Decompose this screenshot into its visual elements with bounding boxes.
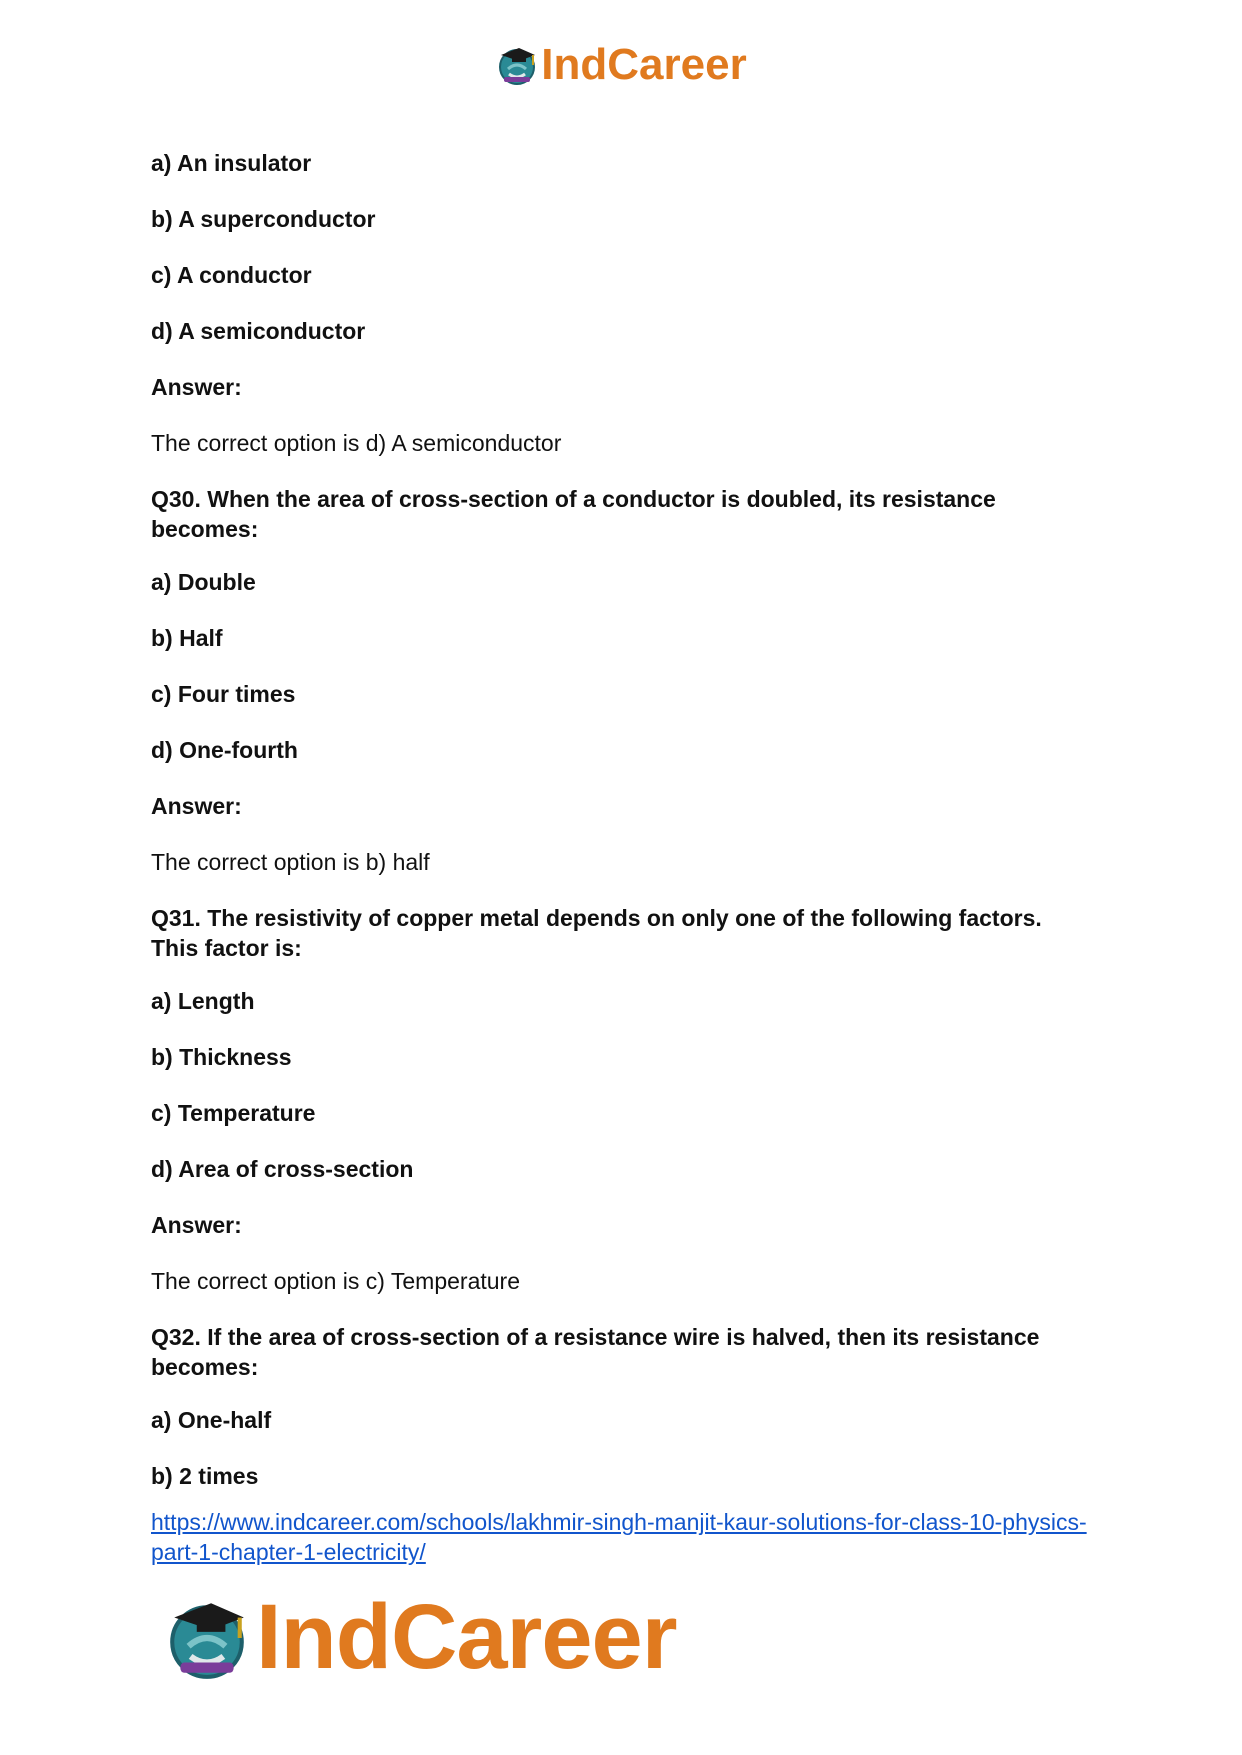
option-q32-b: b) 2 times bbox=[151, 1463, 259, 1489]
document-body bbox=[151, 148, 1091, 1567]
option-q30-c: c) Four times bbox=[151, 681, 296, 707]
graduation-globe-icon bbox=[162, 1593, 252, 1683]
graduation-globe-icon bbox=[495, 43, 539, 87]
option-q29-d: d) A semiconductor bbox=[151, 318, 366, 344]
option-q29-a: a) An insulator bbox=[151, 150, 312, 176]
option-q29-b: b) A superconductor bbox=[151, 206, 376, 232]
answer-label: Answer: bbox=[151, 1212, 242, 1238]
option-q32-a: a) One-half bbox=[151, 1407, 272, 1433]
indcareer-logo bbox=[495, 40, 746, 90]
question-q30: Q30. When the area of cross-section of a conductor is doubled, its resistance becomes: bbox=[151, 486, 996, 542]
answer-label: Answer: bbox=[151, 793, 242, 819]
answer-text: The correct option is d) A semiconductor bbox=[151, 430, 562, 456]
answer-text: The correct option is b) half bbox=[151, 849, 430, 875]
question-q32: Q32. If the area of cross-section of a resistance wire is halved, then its resistance becomes: bbox=[151, 1324, 1040, 1380]
option-q29-c: c) A conductor bbox=[151, 262, 312, 288]
option-q30-a: a) Double bbox=[151, 569, 256, 595]
answer-label: Answer: bbox=[151, 374, 242, 400]
question-q31: Q31. The resistivity of copper metal depends on only one of the following factors. This factor is: bbox=[151, 905, 1042, 961]
option-q30-d: d) One-fourth bbox=[151, 737, 298, 763]
answer-text: The correct option is c) Temperature bbox=[151, 1268, 521, 1294]
logo-text: IndCareer bbox=[541, 40, 747, 89]
logo-text: IndCareer bbox=[256, 1586, 677, 1688]
indcareer-logo bbox=[162, 1585, 677, 1690]
footer-logo bbox=[162, 1585, 677, 1690]
option-q31-b: b) Thickness bbox=[151, 1044, 292, 1070]
option-q30-b: b) Half bbox=[151, 625, 223, 651]
header-logo bbox=[0, 40, 1242, 90]
option-q31-d: d) Area of cross-section bbox=[151, 1156, 414, 1182]
option-q31-c: c) Temperature bbox=[151, 1100, 316, 1126]
footer-source-link[interactable]: https://www.indcareer.com/schools/lakhmir-singh-manjit-kaur-solutions-for-class-10-physics-part-1-chapter-1-electricity/ bbox=[151, 1509, 1087, 1565]
option-q31-a: a) Length bbox=[151, 988, 255, 1014]
